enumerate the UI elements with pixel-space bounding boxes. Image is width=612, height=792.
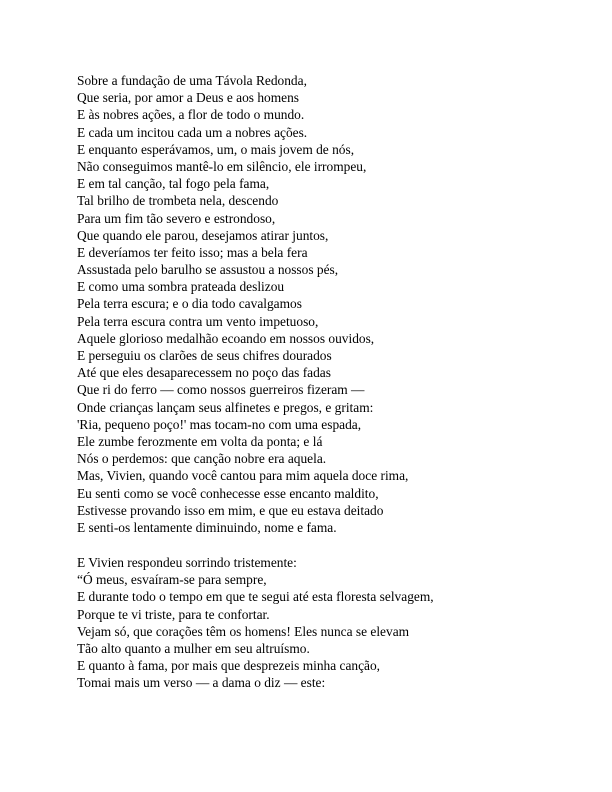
poem-line: E deveríamos ter feito isso; mas a bela fera	[77, 244, 308, 260]
poem-line: E Vivien respondeu sorrindo tristemente:	[77, 555, 297, 570]
poem-line: Nós o perdemos: que canção nobre era aquela.	[77, 451, 327, 467]
poem-line: Para um fim tão severo e estrondoso,	[77, 210, 276, 226]
poem-line: Onde crianças lançam seus alfinetes e pregos, e gritam:	[77, 399, 374, 415]
poem-line: 'Ria, pequeno poço!' mas tocam-no com uma espada,	[77, 416, 362, 432]
poem-line: E perseguiu os clarões de seus chifres dourados	[77, 348, 332, 363]
poem-line: Vejam só, que corações têm os homens! Eles nunca se elevam	[77, 623, 410, 639]
poem-line: E em tal canção, tal fogo pela fama,	[77, 176, 270, 192]
poem-line: Não conseguimos mantê-lo em silêncio, ele irrompeu,	[77, 158, 367, 174]
poem-line: “Ó meus, esvaíram-se para sempre,	[77, 572, 267, 588]
poem-line: E quanto à fama, por mais que desprezeis minha canção,	[77, 658, 381, 674]
poem-line: Até que eles desaparecessem no poço das fadas	[77, 365, 331, 381]
poem-line: Estivesse provando isso em mim, e que eu estava deitado	[77, 502, 384, 518]
poem-line: Ele zumbe ferozmente em volta da ponta; e lá	[77, 433, 323, 449]
poem-line: E cada um incitou cada um a nobres ações.	[77, 124, 308, 140]
poem-line: Sobre a fundação de uma Távola Redonda,	[77, 73, 307, 88]
poem-line: Que ri do ferro — como nossos guerreiros fizeram —	[77, 382, 365, 398]
poem-line: Que seria, por amor a Deus e aos homens	[77, 90, 299, 106]
poem-line: E enquanto esperávamos, um, o mais jovem de nós,	[77, 141, 355, 157]
poem-line: Eu senti como se você conhecesse esse encanto maldito,	[77, 485, 379, 501]
poem-stanza	[77, 554, 434, 692]
poem-line: Pela terra escura contra um vento impetuoso,	[77, 313, 319, 329]
poem-line: E como uma sombra prateada deslizou	[77, 279, 285, 295]
poem-line: Assustada pelo barulho se assustou a nossos pés,	[77, 262, 339, 278]
poem-line: Porque te vi triste, para te confortar.	[77, 606, 270, 622]
poem-line: Pela terra escura; e o dia todo cavalgamos	[77, 296, 302, 312]
poem-line: Tomai mais um verso — a dama o diz — este:	[77, 675, 326, 691]
poem-line: Tal brilho de trombeta nela, descendo	[77, 193, 279, 209]
poem-line: E senti-os lentamente diminuindo, nome e fama.	[77, 519, 337, 535]
poem-line: Aquele glorioso medalhão ecoando em nossos ouvidos,	[77, 330, 375, 346]
poem-stanza	[77, 72, 408, 536]
poem-line: Mas, Vivien, quando você cantou para mim aquela doce rima,	[77, 468, 409, 484]
poem-line: E durante todo o tempo em que te segui até esta floresta selvagem,	[77, 589, 434, 605]
poem-line: Tão alto quanto a mulher em seu altruísmo.	[77, 640, 310, 656]
poem-line: Que quando ele parou, desejamos atirar juntos,	[77, 227, 329, 243]
poem-line: E às nobres ações, a flor de todo o mundo.	[77, 107, 305, 123]
